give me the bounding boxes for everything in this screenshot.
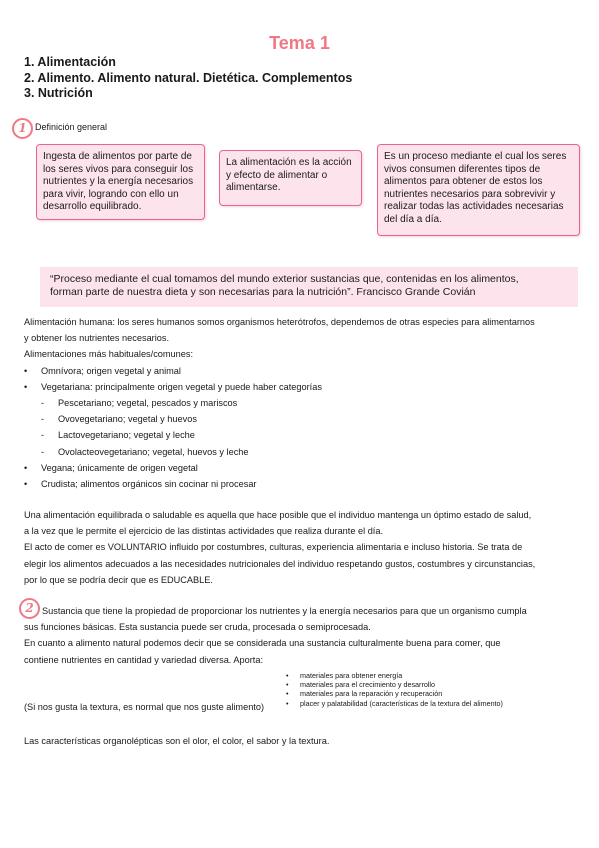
- list-item: • Vegana; únicamente de origen vegetal: [24, 460, 535, 476]
- sub-list-item: - Ovovegetariano; vegetal y huevos: [24, 411, 535, 427]
- food-definition-paragraph: [24, 603, 527, 668]
- text-line: El acto de comer es VOLUNTARIO influido por costumbres, culturas, experiencia alimentaria e incluso historia. Se trata de: [24, 542, 523, 553]
- text-line: por lo que se podría decir que es EDUCABLE.: [24, 574, 213, 585]
- toc-item: 2. Alimento. Alimento natural. Dietética. Complementos: [24, 70, 353, 85]
- text-line: contiene nutrientes en cantidad y variedad diversa. Aporta:: [24, 654, 264, 665]
- text-line: Alimentación humana: los seres humanos somos organismos heterótrofos, dependemos de otras especies para alimentarnos: [24, 317, 535, 327]
- section-label: Definición general: [35, 122, 108, 132]
- list-item: • Vegetariana: principalmente origen vegetal y puede haber categorías: [24, 379, 535, 395]
- text-line: a la vez que le permite el ejercicio de las distintas actividades que realiza durante el día.: [24, 526, 384, 537]
- human-feeding-paragraph: [24, 314, 535, 492]
- sub-list-item: - Pescetariano; vegetal, pescados y mariscos: [24, 395, 535, 411]
- text-line: Alimentaciones más habituales/comunes:: [24, 349, 194, 360]
- list-item: • Crudista; alimentos orgánicos sin cocinar ni procesar: [24, 476, 535, 492]
- texture-note: (Si nos gusta la textura, es normal que nos guste alimento): [24, 702, 265, 712]
- quote-block: [40, 267, 578, 307]
- toc-item: 3. Nutrición: [24, 86, 93, 100]
- list-item: • materiales para la reparación y recuperación: [286, 689, 503, 698]
- section-number-badge: 2: [19, 598, 40, 619]
- section-number-badge: 1: [12, 118, 33, 139]
- table-of-contents: [24, 55, 352, 102]
- balanced-diet-paragraph: [24, 507, 535, 588]
- page-title: Tema 1: [269, 33, 330, 53]
- definition-box: Ingesta de alimentos por parte de los seres vivos para conseguir los nutrientes y la energía necesarios para vivir, logrando con ello un desarrollo equilibrado.: [36, 144, 205, 220]
- definition-box: Es un proceso mediante el cual los seres vivos consumen diferentes tipos de alimentos para obtener de estos los nutrientes necesarios para sobrevivir y realizar todas las actividades necesarias del día a día.: [377, 144, 580, 236]
- text-line: En cuanto a alimento natural podemos decir que se considerada una sustancia culturalmente buena para comer, que: [24, 638, 501, 649]
- list-item: • Omnívora; origen vegetal y animal: [24, 363, 535, 379]
- organoleptic-text: Las características organolépticas son el olor, el color, el sabor y la textura.: [24, 736, 330, 746]
- text-line: elegir los alimentos adecuados a las necesidades nutricionales del individuo respetando gustos, costumbres y circunstancias,: [24, 558, 536, 569]
- quote-line: “Proceso mediante el cual tomamos del mundo exterior sustancias que, contenidas en los alimentos,: [50, 273, 519, 285]
- text-line: sus funciones básicas. Esta sustancia puede ser cruda, procesada o semiprocesada.: [24, 622, 371, 633]
- definition-box: La alimentación es la acción y efecto de alimentar o alimentarse.: [219, 150, 362, 206]
- toc-item: 1. Alimentación: [24, 55, 116, 69]
- list-item: • materiales para el crecimiento y desarrollo: [286, 680, 503, 689]
- list-item: • placer y palatabilidad (características de la textura del alimento): [286, 699, 503, 708]
- sub-list-item: - Lactovegetariano; vegetal y leche: [24, 427, 535, 443]
- text-line: y obtener los nutrientes necesarios.: [24, 333, 170, 344]
- list-item: • materiales para obtener energía: [286, 671, 503, 680]
- text-line: Sustancia que tiene la propiedad de proporcionar los nutrientes y la energía necesarios para que un organismo cumpla: [42, 606, 527, 616]
- provides-list: [286, 671, 503, 708]
- text-line: Una alimentación equilibrada o saludable es aquella que hace posible que el individuo mantenga un óptimo estado de salud,: [24, 510, 532, 520]
- quote-line: forman parte de nuestra dieta y son necesarias para la nutrición”. Francisco Grande Covián: [50, 286, 476, 298]
- sub-list-item: - Ovolacteovegetariano; vegetal, huevos y leche: [24, 444, 535, 460]
